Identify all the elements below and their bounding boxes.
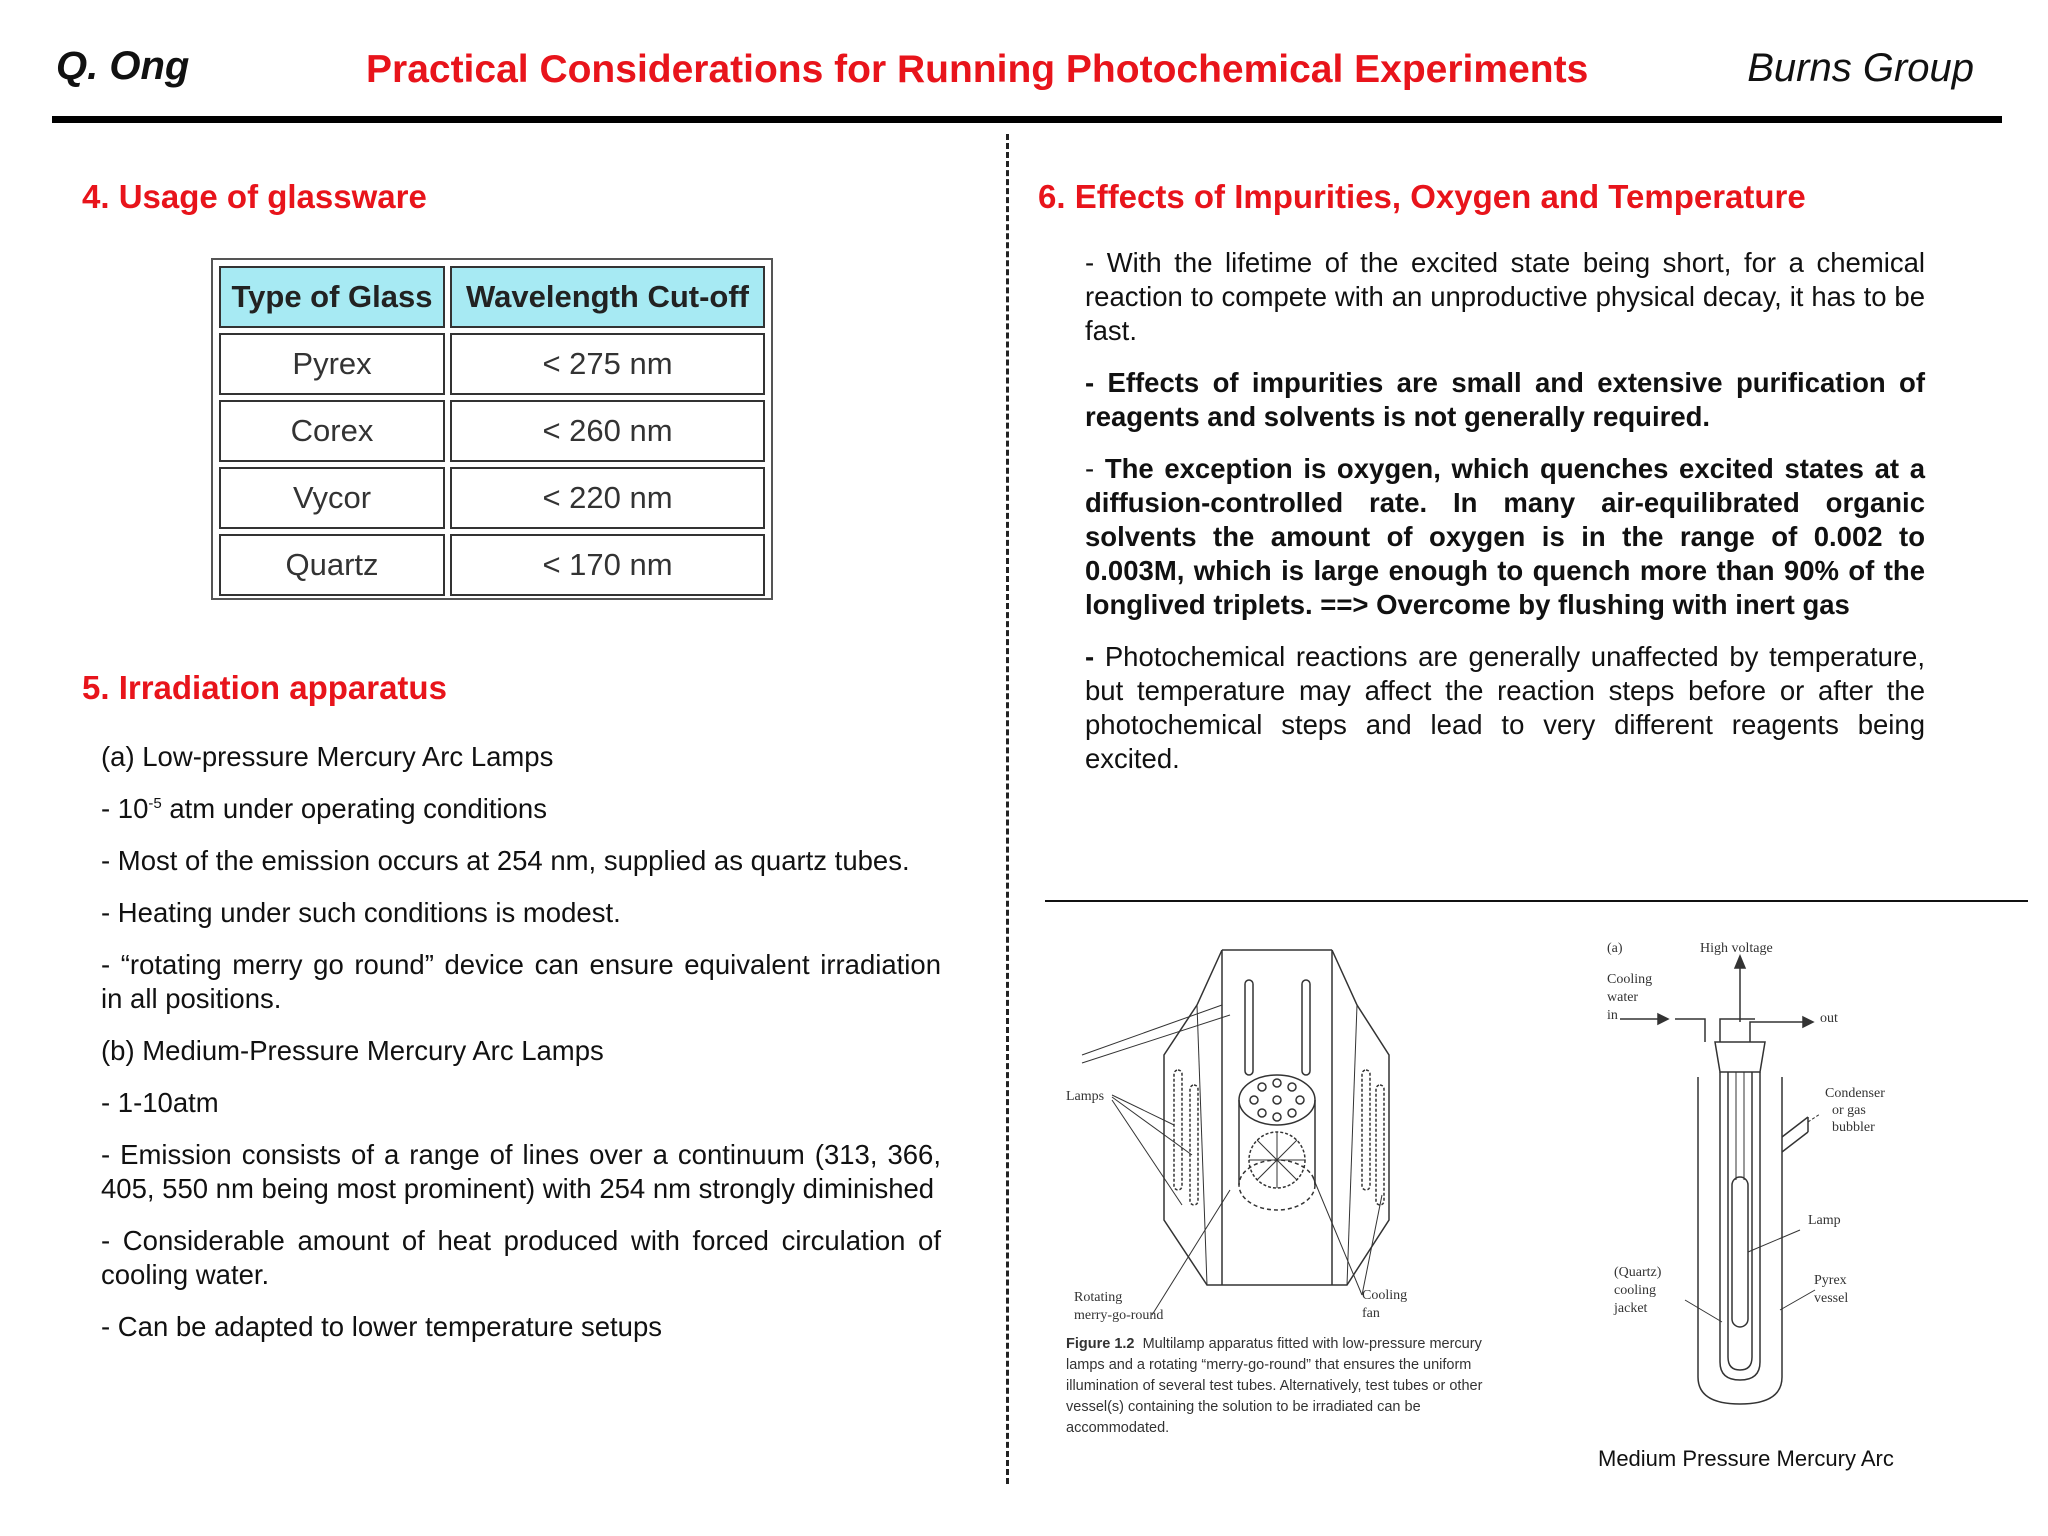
table-row xyxy=(219,534,765,596)
dash: - xyxy=(1085,453,1105,484)
glass-type-cell: Pyrex xyxy=(219,333,445,395)
multilamp-apparatus-figure xyxy=(1062,935,1512,1335)
column-header-cutoff: Wavelength Cut-off xyxy=(450,266,765,328)
glassware-table-frame xyxy=(211,258,773,600)
author-name: Q. Ong xyxy=(56,44,190,88)
page-title: Practical Considerations for Running Photochemical Experiments xyxy=(366,48,1589,91)
oxygen-text: The exception is oxygen, which quenches excited states at a diffusion-controlled rate. In many air-equilibrated organic solvents the amount of oxygen is in the range of 0.002 to 0.003M, which is large enough to quench more than 90% of the longlived triplets. ==> Overcome by flushing with inert gas xyxy=(1085,453,1925,620)
temperature-text: Photochemical reactions are generally unaffected by temperature, but temperature may affect the reaction steps before or after the photochemical steps and lead to very different reagents being excited. xyxy=(1085,641,1925,774)
glass-type-cell: Quartz xyxy=(219,534,445,596)
effects-paragraph xyxy=(1085,452,1925,622)
label-cooling-water: Cooling xyxy=(1607,972,1653,987)
glass-type-cell: Corex xyxy=(219,400,445,462)
list-item: - Most of the emission occurs at 254 nm, supplied as quartz tubes. xyxy=(101,845,910,876)
column-divider xyxy=(1006,134,1009,1484)
table-row xyxy=(219,333,765,395)
list-item: - Heating under such conditions is modest. xyxy=(101,897,621,928)
list-item xyxy=(101,792,941,826)
cutoff-cell: < 275 nm xyxy=(450,333,765,395)
low-pressure-heading: (a) Low-pressure Mercury Arc Lamps xyxy=(101,741,554,772)
list-item: - Can be adapted to lower temperature setups xyxy=(101,1311,663,1342)
label-rotating: Rotating xyxy=(1074,1290,1123,1305)
irradiation-section-title: 5. Irradiation apparatus xyxy=(82,669,447,706)
mercury-arc-apparatus-figure xyxy=(1570,932,1930,1412)
label-in: in xyxy=(1607,1008,1618,1023)
effects-paragraph: - With the lifetime of the excited state being short, for a chemical reaction to compete with an unproductive physical decay, it has to be fast. xyxy=(1085,247,1925,346)
label-merry-go-round: merry-go-round xyxy=(1074,1308,1164,1323)
figure2-caption: Medium Pressure Mercury Arc xyxy=(1598,1446,1894,1471)
list-item: - “rotating merry go round” device can ensure equivalent irradiation in all positions. xyxy=(101,949,941,1014)
glassware-table xyxy=(214,261,770,601)
glass-type-cell: Vycor xyxy=(219,467,445,529)
list-item: - Emission consists of a range of lines over a continuum (313, 366, 405, 550 nm being most prominent) with 254 nm strongly diminished xyxy=(101,1139,941,1204)
header-rule xyxy=(52,116,2002,123)
label-lamp: Lamp xyxy=(1808,1213,1841,1228)
label-water: water xyxy=(1607,990,1639,1005)
label-fan: fan xyxy=(1362,1306,1380,1321)
glassware-section-title: 4. Usage of glassware xyxy=(82,178,427,215)
pressure-exponent: -5 xyxy=(148,794,162,812)
label-or-gas: or gas xyxy=(1832,1103,1866,1118)
label-cooling: Cooling xyxy=(1362,1288,1408,1303)
medium-pressure-heading: (b) Medium-Pressure Mercury Arc Lamps xyxy=(101,1035,604,1066)
cutoff-cell: < 220 nm xyxy=(450,467,765,529)
label-condenser: Condenser xyxy=(1825,1086,1885,1101)
label-pyrex: Pyrex xyxy=(1814,1273,1847,1288)
label-cooling: cooling xyxy=(1614,1283,1656,1298)
effects-section-title: 6. Effects of Impurities, Oxygen and Temperature xyxy=(1038,178,1806,215)
effects-text xyxy=(1085,246,1925,794)
label-jacket: jacket xyxy=(1614,1301,1648,1316)
label-out: out xyxy=(1820,1011,1838,1026)
figure1-caption-text: Multilamp apparatus fitted with low-pressure mercury lamps and a rotating “merry-go-round” that ensures the uniform illumination of several test tubes. Alternatively, test tubes or other vessel(s) containing the solution to be irradiated can be accommodated. xyxy=(1066,1336,1483,1436)
list-item: - 1-10atm xyxy=(101,1087,219,1118)
label-bubbler: bubbler xyxy=(1832,1120,1875,1135)
label-lamps: Lamps xyxy=(1066,1089,1105,1104)
list-item: - Considerable amount of heat produced with forced circulation of cooling water. xyxy=(101,1225,941,1290)
label-quartz: (Quartz) xyxy=(1614,1265,1662,1280)
table-row xyxy=(219,400,765,462)
right-column-rule xyxy=(1045,900,2028,902)
column-header-type: Type of Glass xyxy=(219,266,445,328)
cutoff-cell: < 170 nm xyxy=(450,534,765,596)
table-header-row xyxy=(219,266,765,328)
figure1-caption-label: Figure 1.2 xyxy=(1066,1336,1135,1352)
effects-paragraph xyxy=(1085,640,1925,776)
label-high-voltage: High voltage xyxy=(1700,941,1773,956)
cutoff-cell: < 260 nm xyxy=(450,400,765,462)
label-vessel: vessel xyxy=(1814,1291,1849,1306)
group-name: Burns Group xyxy=(1747,46,1974,90)
table-row xyxy=(219,467,765,529)
label-panel-a: (a) xyxy=(1607,941,1623,956)
pressure-prefix: - 10 xyxy=(101,793,149,824)
dash: - xyxy=(1085,641,1095,672)
irradiation-list xyxy=(101,740,941,1362)
figure1-caption xyxy=(1066,1334,1506,1439)
effects-paragraph: - Effects of impurities are small and extensive purification of reagents and solvents is not generally required. xyxy=(1085,367,1925,432)
pressure-suffix: atm under operating conditions xyxy=(161,793,547,824)
